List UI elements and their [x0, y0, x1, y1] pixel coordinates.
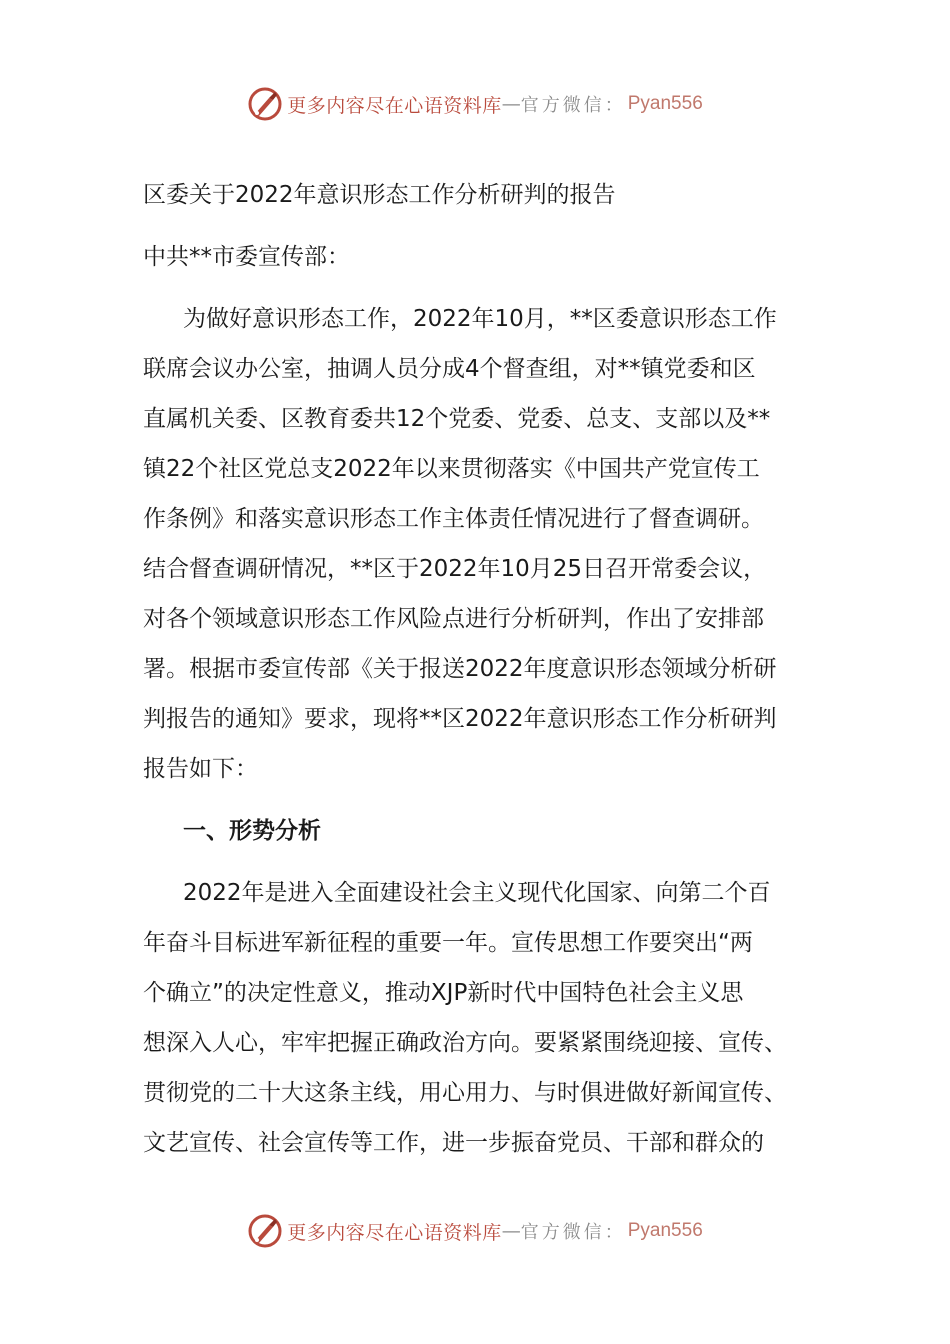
watermark-banner-bottom — [0, 1209, 950, 1253]
paragraph-1 — [143, 294, 811, 794]
paragraph-line: 镇22个社区党总支2022年以来贯彻落实《中国共产党宣传工 — [143, 456, 760, 482]
paragraph-line: 文艺宣传、社会宣传等工作，进一步振奋党员、干部和群众的 — [143, 1130, 764, 1156]
paragraph-line: 个确立”的决定性意义，推动XJP新时代中国特色社会主义思 — [143, 980, 744, 1006]
document-title: 区委关于2022年意识形态工作分析研判的报告 — [143, 182, 616, 208]
paragraph-line: 年奋斗目标进军新征程的重要一年。宣传思想工作要突出“两 — [143, 930, 753, 956]
pen-logo-icon — [247, 1213, 283, 1249]
section-heading: 一、形势分析 — [183, 818, 321, 844]
watermark-site-text: 更多内容尽在心语资料库 — [287, 94, 502, 117]
paragraph-2 — [143, 868, 811, 1168]
paragraph-line: 对各个领域意识形态工作风险点进行分析研判，作出了安排部 — [143, 606, 764, 632]
paragraph-line: 结合督查调研情况，**区于2022年10月25日召开常委会议， — [143, 556, 767, 582]
watermark-site-text: 更多内容尽在心语资料库 — [287, 1221, 502, 1244]
paragraph-line: 判报告的通知》要求，现将**区2022年意识形态工作分析研判 — [143, 706, 777, 732]
watermark-wechat-id: Pyan556 — [627, 1220, 703, 1241]
paragraph-line: 为做好意识形态工作，2022年10月，**区委意识形态工作 — [183, 306, 777, 332]
watermark-wechat-label: 官方微信： — [520, 95, 626, 116]
document-body — [143, 170, 811, 1168]
pen-logo-icon — [247, 86, 283, 122]
watermark-separator: — — [501, 1220, 521, 1242]
paragraph-line: 贯彻党的二十大这条主线，用心用力、与时俱进做好新闻宣传、 — [143, 1080, 787, 1106]
watermark-separator: — — [501, 93, 521, 115]
paragraph-line: 想深入人心，牢牢把握正确政治方向。要紧紧围绕迎接、宣传、 — [143, 1030, 787, 1056]
watermark-banner-top — [0, 82, 950, 126]
paragraph-line: 作条例》和落实意识形态工作主体责任情况进行了督查调研。 — [143, 506, 764, 532]
watermark-wechat-label: 官方微信： — [520, 1222, 626, 1243]
paragraph-line: 直属机关委、区教育委共12个党委、党委、总支、支部以及** — [143, 406, 771, 432]
watermark-wechat-id: Pyan556 — [627, 93, 703, 114]
paragraph-line: 署。根据市委宣传部《关于报送2022年度意识形态领域分析研 — [143, 656, 777, 682]
paragraph-line: 联席会议办公室，抽调人员分成4个督查组，对**镇党委和区 — [143, 356, 756, 382]
document-addressee: 中共**市委宣传部： — [143, 244, 350, 270]
paragraph-line: 报告如下： — [143, 756, 258, 782]
paragraph-line: 2022年是进入全面建设社会主义现代化国家、向第二个百 — [183, 880, 771, 906]
